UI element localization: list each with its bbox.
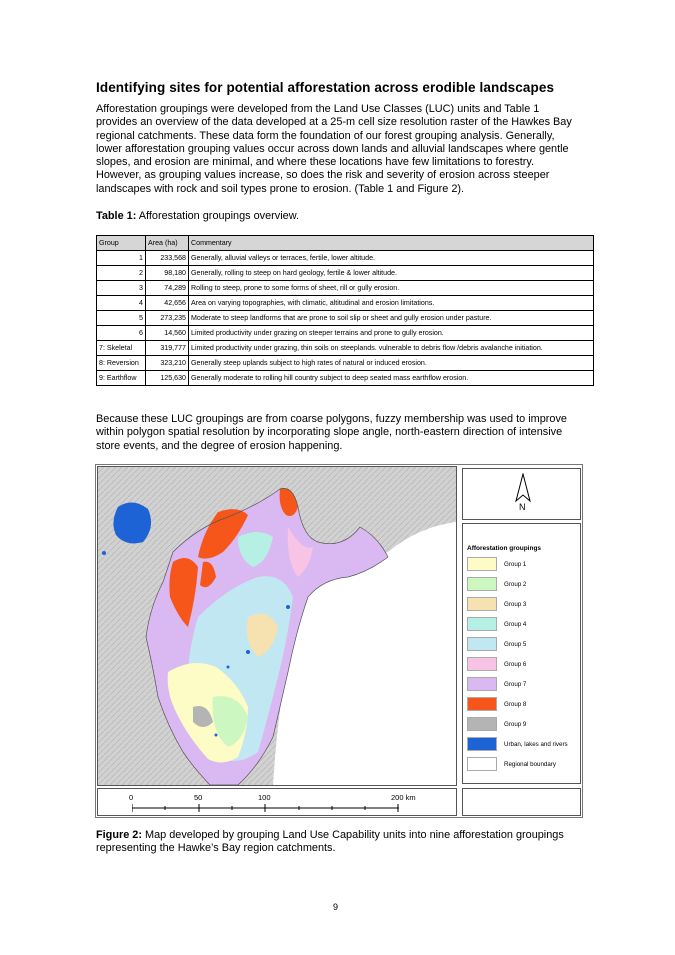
figure-caption-label: Figure 2: [96, 829, 142, 841]
intro-line: However, as grouping values increase, so does the risk and severity of erosion across steeper [96, 169, 550, 182]
cell-area: 42,656 [146, 296, 189, 311]
scale-label: 50 [194, 793, 203, 802]
cell-area: 98,180 [146, 266, 189, 281]
cell-commentary: Generally, rolling to steep on hard geology, fertile & lower altitude. [189, 266, 594, 281]
table-row [97, 266, 594, 281]
legend-label: Group 4 [504, 621, 527, 628]
table-row [97, 251, 594, 266]
figure-caption-line1: Map developed by grouping Land Use Capability units into nine afforestation groupings [142, 829, 564, 841]
table-row [97, 296, 594, 311]
legend-swatch [467, 677, 497, 691]
cell-group: 9: Earthflow [97, 371, 146, 386]
cell-commentary: Limited productivity under grazing on steeper terrains and prone to gully erosion. [189, 326, 594, 341]
table-caption-label: Table 1: [96, 210, 137, 222]
north-arrow-icon [513, 473, 533, 503]
para2-line: Because these LUC groupings are from coarse polygons, fuzzy membership was used to improve [96, 413, 567, 425]
table-caption [96, 210, 299, 222]
intro-line: slopes, and erosion are minimal, and where these locations have few limitations to forestry. [96, 156, 535, 169]
col-header-commentary: Commentary [189, 236, 594, 251]
map-graphic [98, 467, 456, 785]
cell-group: 2 [97, 266, 146, 281]
scale-bar-panel [97, 788, 457, 816]
legend-swatch [467, 757, 497, 771]
figure-caption [96, 829, 564, 856]
para2-line: store events, and the degree of erosion happening. [96, 439, 343, 452]
table-row [97, 356, 594, 371]
second-paragraph [96, 413, 606, 453]
table-row [97, 371, 594, 386]
legend-swatch [467, 737, 497, 751]
legend-item [467, 637, 577, 651]
empty-panel [462, 788, 581, 816]
legend-swatch [467, 717, 497, 731]
cell-group: 8: Reversion [97, 356, 146, 371]
legend-label: Group 8 [504, 701, 527, 708]
cell-group: 7: Skeletal [97, 341, 146, 356]
legend-swatch [467, 557, 497, 571]
cell-area: 273,235 [146, 311, 189, 326]
cell-commentary: Generally moderate to rolling hill country subject to deep seated mass earthflow erosion. [189, 371, 594, 386]
legend-swatch [467, 637, 497, 651]
legend-item [467, 577, 577, 591]
intro-line: regional catchments. These data form the foundation of our forest grouping analysis. Generally, [96, 129, 555, 142]
col-header-area: Area (ha) [146, 236, 189, 251]
north-arrow-panel [462, 468, 581, 520]
table-row [97, 281, 594, 296]
cell-commentary: Generally, alluvial valleys or terraces, fertile, lower altitude. [189, 251, 594, 266]
north-label: N [519, 502, 526, 512]
legend-item [467, 677, 577, 691]
cell-group: 6 [97, 326, 146, 341]
table-row [97, 311, 594, 326]
cell-area: 319,777 [146, 341, 189, 356]
cell-area: 125,630 [146, 371, 189, 386]
cell-area: 74,289 [146, 281, 189, 296]
intro-paragraph [96, 103, 606, 196]
cell-area: 323,210 [146, 356, 189, 371]
intro-line: lower afforestation grouping values occur across down lands and alluvial landscapes where gentle [96, 142, 569, 155]
map-panel [97, 466, 457, 786]
cell-commentary: Limited productivity under grazing, thin soils on steeplands. vulnerable to debris flow /debris avalanche initiation. [189, 341, 594, 356]
legend-label: Group 1 [504, 561, 527, 568]
table-caption-text: Afforestation groupings overview. [136, 210, 300, 222]
table-row [97, 341, 594, 356]
legend-label: Group 3 [504, 601, 527, 608]
legend-item [467, 557, 577, 571]
scale-label: 100 [258, 793, 271, 802]
urban-dot [215, 734, 218, 737]
cell-group: 1 [97, 251, 146, 266]
legend-label: Group 5 [504, 641, 527, 648]
legend-item [467, 737, 577, 751]
urban-dot [286, 605, 290, 609]
map-legend [462, 523, 581, 784]
legend-item [467, 597, 577, 611]
cell-commentary: Moderate to steep landforms that are prone to soil slip or sheet and gully erosion under pasture. [189, 311, 594, 326]
legend-item [467, 757, 577, 771]
intro-line: landscapes with rock and soil types prone to erosion. (Table 1 and Figure 2). [96, 182, 465, 195]
legend-title: Afforestation groupings [467, 545, 542, 552]
cell-commentary: Generally steep uplands subject to high rates of natural or induced erosion. [189, 356, 594, 371]
cell-group: 3 [97, 281, 146, 296]
legend-swatch [467, 617, 497, 631]
legend-item [467, 717, 577, 731]
legend-label: Regional boundary [504, 761, 556, 768]
scale-bar [132, 803, 402, 813]
table-header-row [97, 236, 594, 251]
lake-taupo [113, 502, 151, 543]
afforestation-table [96, 235, 594, 386]
urban-dot [227, 666, 230, 669]
intro-line: provides an overview of the data developed at a 25-m cell size resolution raster of the Hawkes Bay [96, 116, 572, 129]
col-header-group: Group [97, 236, 146, 251]
scale-label: 200 km [391, 793, 416, 802]
legend-item [467, 697, 577, 711]
legend-label: Group 2 [504, 581, 527, 588]
legend-swatch [467, 577, 497, 591]
cell-area: 14,560 [146, 326, 189, 341]
intro-line: Afforestation groupings were developed from the Land Use Classes (LUC) units and Table 1 [96, 103, 540, 115]
cell-commentary: Area on varying topographies, with climatic, altitudinal and erosion limitations. [189, 296, 594, 311]
cell-group: 4 [97, 296, 146, 311]
table-row [97, 326, 594, 341]
legend-label: Group 7 [504, 681, 527, 688]
para2-line: within polygon spatial resolution by incorporating slope angle, north-eastern direction of intensive [96, 426, 563, 439]
legend-label: Group 6 [504, 661, 527, 668]
figure-caption-line2: representing the Hawke’s Bay region catchments. [96, 842, 336, 855]
urban-dot [102, 551, 106, 555]
legend-swatch [467, 597, 497, 611]
legend-label: Group 9 [504, 721, 527, 728]
legend-label: Urban, lakes and rivers [504, 741, 568, 748]
cell-commentary: Rolling to steep, prone to some forms of sheet, rill or gully erosion. [189, 281, 594, 296]
page-number: 9 [333, 902, 339, 912]
cell-area: 233,568 [146, 251, 189, 266]
section-heading: Identifying sites for potential afforestation across erodible landscapes [96, 80, 555, 95]
cell-group: 5 [97, 311, 146, 326]
scale-label: 0 [129, 793, 134, 802]
urban-dot [246, 650, 250, 654]
legend-swatch [467, 657, 497, 671]
legend-item [467, 657, 577, 671]
legend-item [467, 617, 577, 631]
legend-swatch [467, 697, 497, 711]
